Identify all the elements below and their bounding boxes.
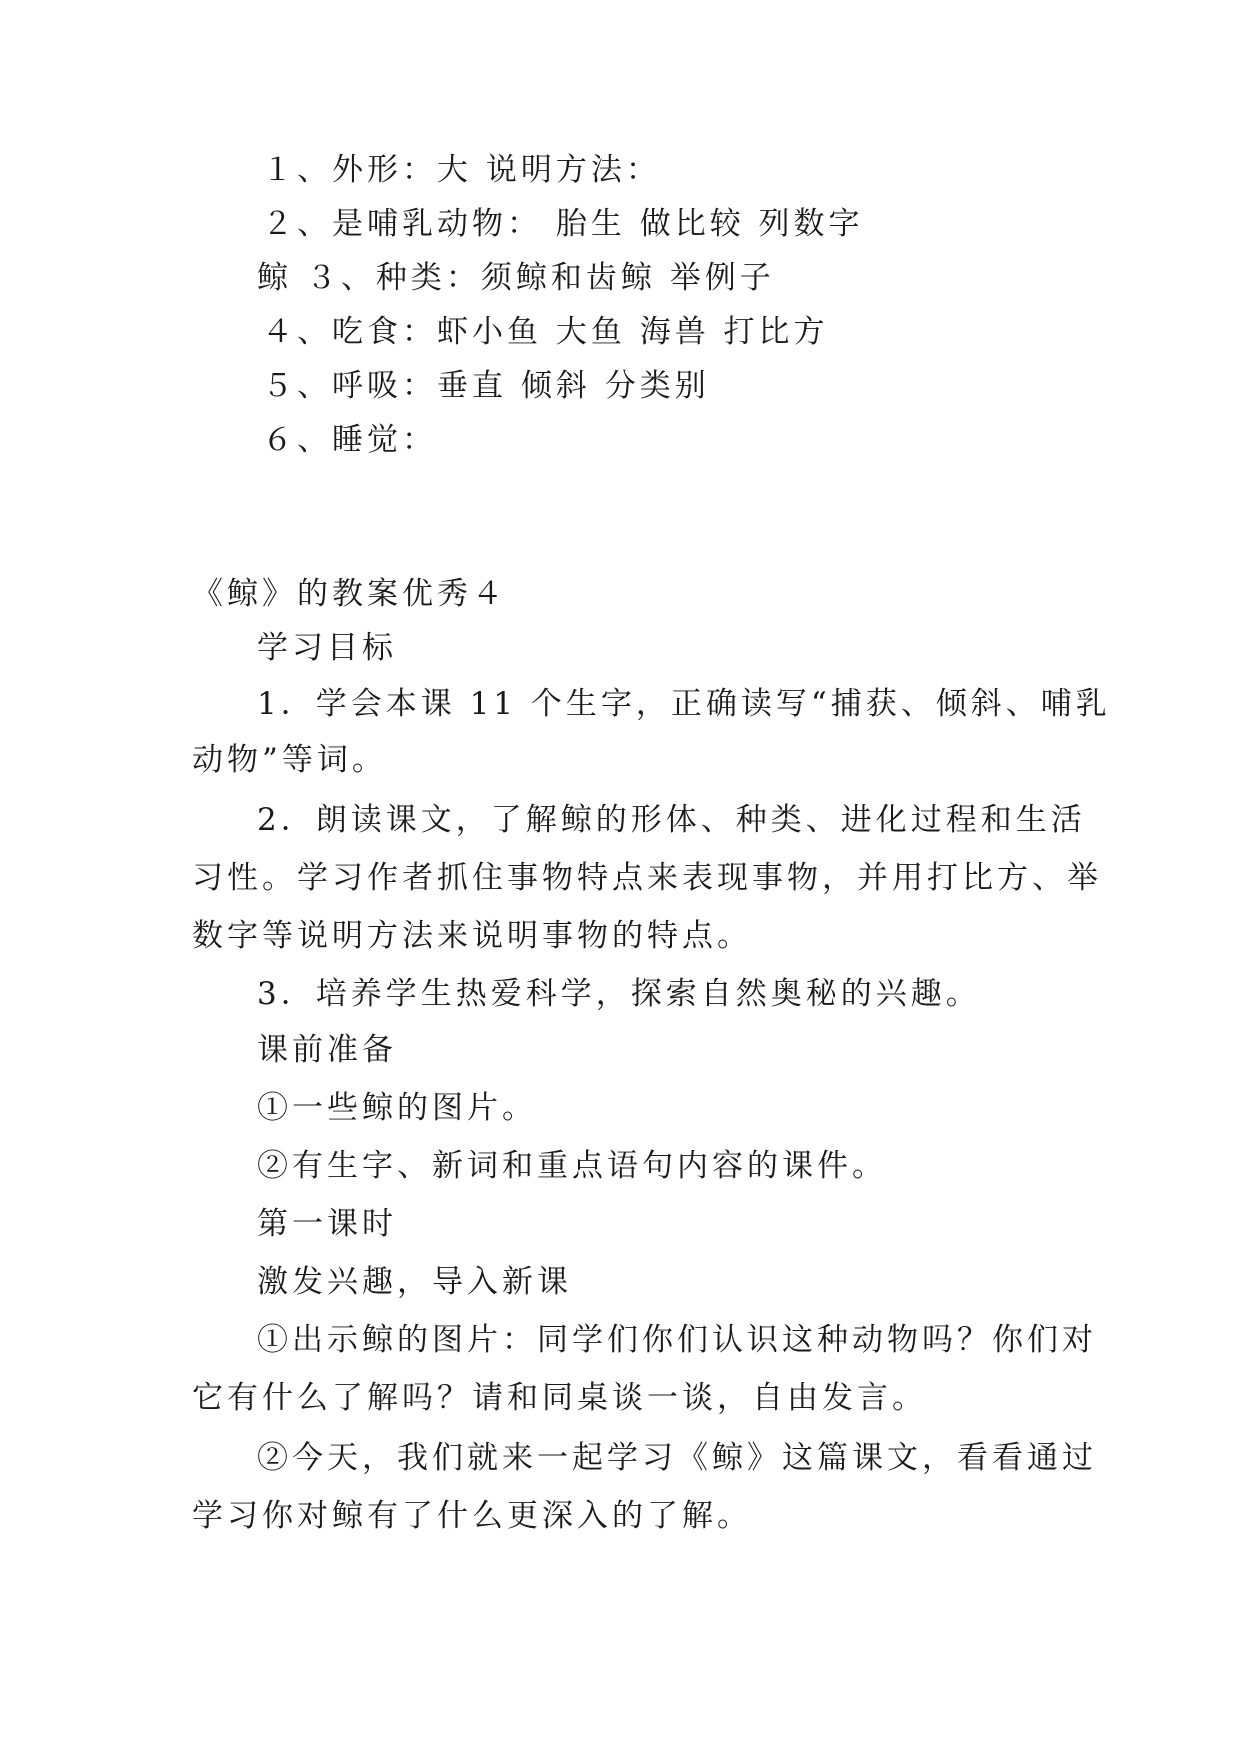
objective-1-line-1: 1．学会本课 11 个生字，正确读写“捕获、倾斜、哺乳 — [257, 686, 1111, 722]
objective-3: 3．培养学生热爱科学，探索自然奥秘的兴趣。 — [257, 976, 981, 1012]
outline-item-breathing: ５、呼吸：垂直 倾斜 分类别 — [262, 368, 710, 404]
preparation-item-2: ②有生字、新词和重点语句内容的课件。 — [257, 1148, 887, 1184]
objective-2-line-1: 2．朗读课文，了解鲸的形体、种类、进化过程和生活 — [257, 802, 1086, 838]
intro-2-line-2: 学习你对鲸有了什么更深入的了解。 — [192, 1498, 752, 1534]
outline-item-sleep: ６、睡觉： — [262, 422, 437, 458]
intro-2-line-1: ②今天，我们就来一起学习《鲸》这篇课文，看看通过 — [257, 1440, 1097, 1476]
objectives-heading: 学习目标 — [257, 630, 397, 666]
intro-heading: 激发兴趣，导入新课 — [257, 1264, 572, 1300]
preparation-heading: 课前准备 — [257, 1032, 397, 1068]
outline-item-shape: １、外形：大 说明方法： — [262, 152, 661, 188]
objective-2-line-3: 数字等说明方法来说明事物的特点。 — [192, 918, 752, 954]
objective-1-line-2: 动物”等词。 — [192, 742, 387, 778]
objective-2-line-2: 习性。学习作者抓住事物特点来表现事物，并用打比方、举 — [192, 860, 1102, 896]
outline-item-food: ４、吃食：虾小鱼 大鱼 海兽 打比方 — [262, 314, 829, 350]
preparation-item-1: ①一些鲸的图片。 — [257, 1090, 537, 1126]
section-title: 《鲸》的教案优秀４ — [192, 576, 507, 612]
intro-1-line-1: ①出示鲸的图片：同学们你们认识这种动物吗？你们对 — [257, 1322, 1097, 1358]
intro-1-line-2: 它有什么了解吗？请和同桌谈一谈，自由发言。 — [192, 1380, 927, 1416]
outline-item-species: 鲸 ３、种类：须鲸和齿鲸 举例子 — [257, 260, 775, 296]
outline-item-mammal: ２、是哺乳动物： 胎生 做比较 列数字 — [262, 206, 864, 242]
lesson-heading: 第一课时 — [257, 1206, 397, 1242]
